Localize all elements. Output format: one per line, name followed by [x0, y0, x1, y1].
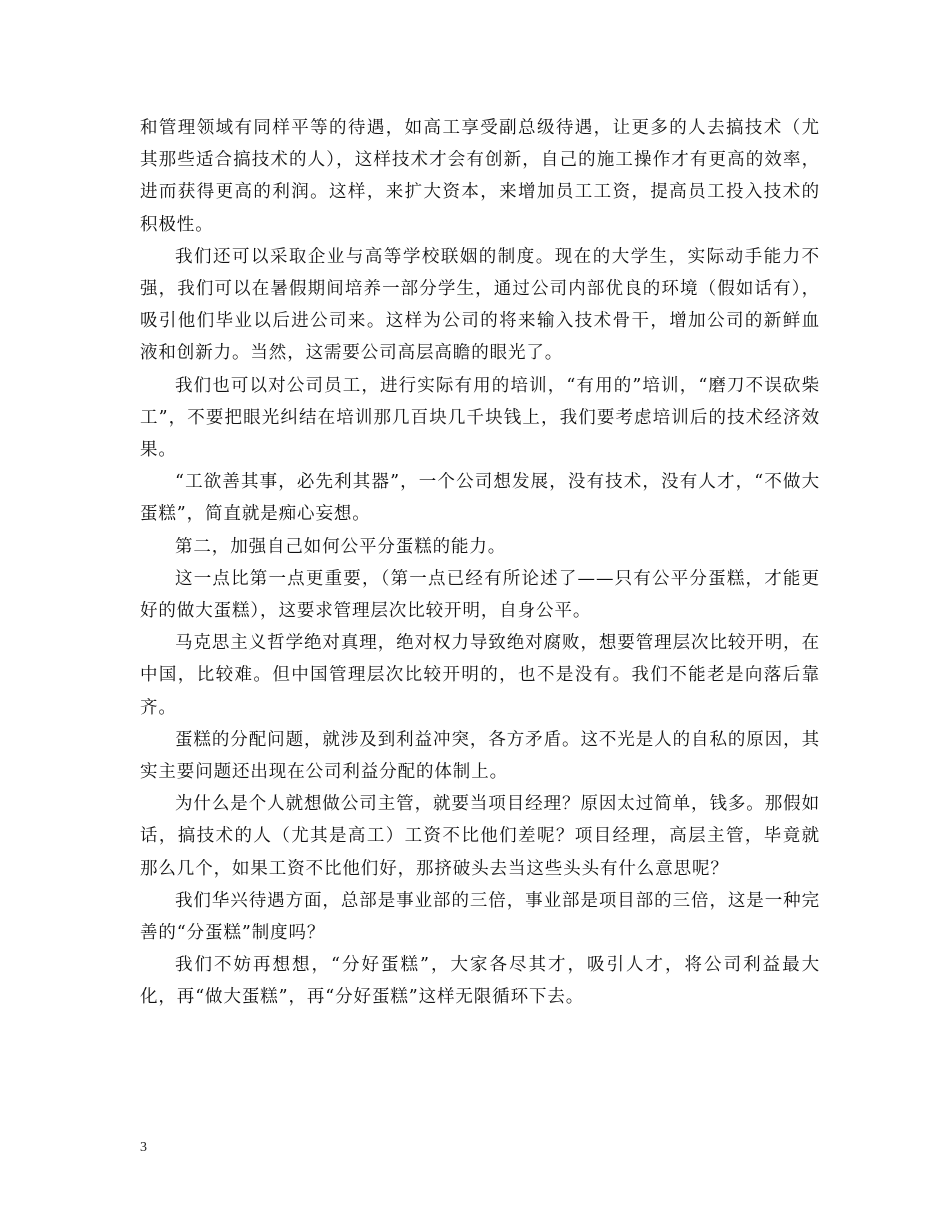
paragraph-5: 第二，加强自己如何公平分蛋糕的能力。 [175, 536, 507, 557]
paragraph-3: 我们也可以对公司员工，进行实际有用的培训，“有用的”培训，“磨刀不误砍柴工”，不要把眼光纠结在培训那几百块几千块钱上，我们要考虑培训后的技术经济效果。 [140, 375, 820, 461]
paragraph-6: 这一点比第一点更重要，（第一点已经有所论述了——只有公平分蛋糕，才能更好的做大蛋糕），这要求管理层次比较开明，自身公平。 [140, 568, 820, 622]
page-number: 3 [140, 1140, 147, 1155]
paragraph-7: 马克思主义哲学绝对真理，绝对权力导致绝对腐败，想要管理层次比较开明，在中国，比较难。但中国管理层次比较开明的，也不是没有。我们不能老是向落后靠齐。 [140, 633, 820, 718]
paragraph-10: 我们华兴待遇方面，总部是事业部的三倍，事业部是项目部的三倍，这是一种完善的“分蛋糕”制度吗？ [140, 890, 820, 944]
paragraph-2: 我们还可以采取企业与高等学校联姻的制度。现在的大学生，实际动手能力不强，我们可以在暑假期间培养一部分学生，通过公司内部优良的环境（假如话有），吸引他们毕业以后进公司来。这样为公司的将来输入技术骨干，增加公司的新鲜血液和创新力。当然，这需要公司高层高瞻的眼光了。 [140, 246, 820, 364]
paragraph-1: 和管理领域有同样平等的待遇，如高工享受副总级待遇，让更多的人去搞技术（尤其那些适合搞技术的人），这样技术才会有创新，自己的施工操作才有更高的效率，进而获得更高的利润。这样，来扩大资本，来增加员工工资，提高员工投入技术的积极性。 [140, 118, 820, 235]
paragraph-4: “工欲善其事，必先利其器”，一个公司想发展，没有技术，没有人才，“不做大蛋糕”，简直就是痴心妄想。 [140, 472, 820, 525]
document-body [140, 112, 820, 1014]
paragraph-11: 我们不妨再想想，“分好蛋糕”，大家各尽其才，吸引人才，将公司利益最大化，再“做大蛋糕”，再“分好蛋糕”这样无限循环下去。 [140, 955, 820, 1008]
paragraph-9: 为什么是个人就想做公司主管，就要当项目经理？原因太过简单，钱多。那假如话，搞技术的人（尤其是高工）工资不比他们差呢？项目经理，高层主管，毕竟就那么几个，如果工资不比他们好，那挤破头去当这些头头有什么意思呢？ [140, 794, 820, 879]
paragraph-8: 蛋糕的分配问题，就涉及到利益冲突，各方矛盾。这不光是人的自私的原因，其实主要问题还出现在公司利益分配的体制上。 [140, 729, 820, 783]
